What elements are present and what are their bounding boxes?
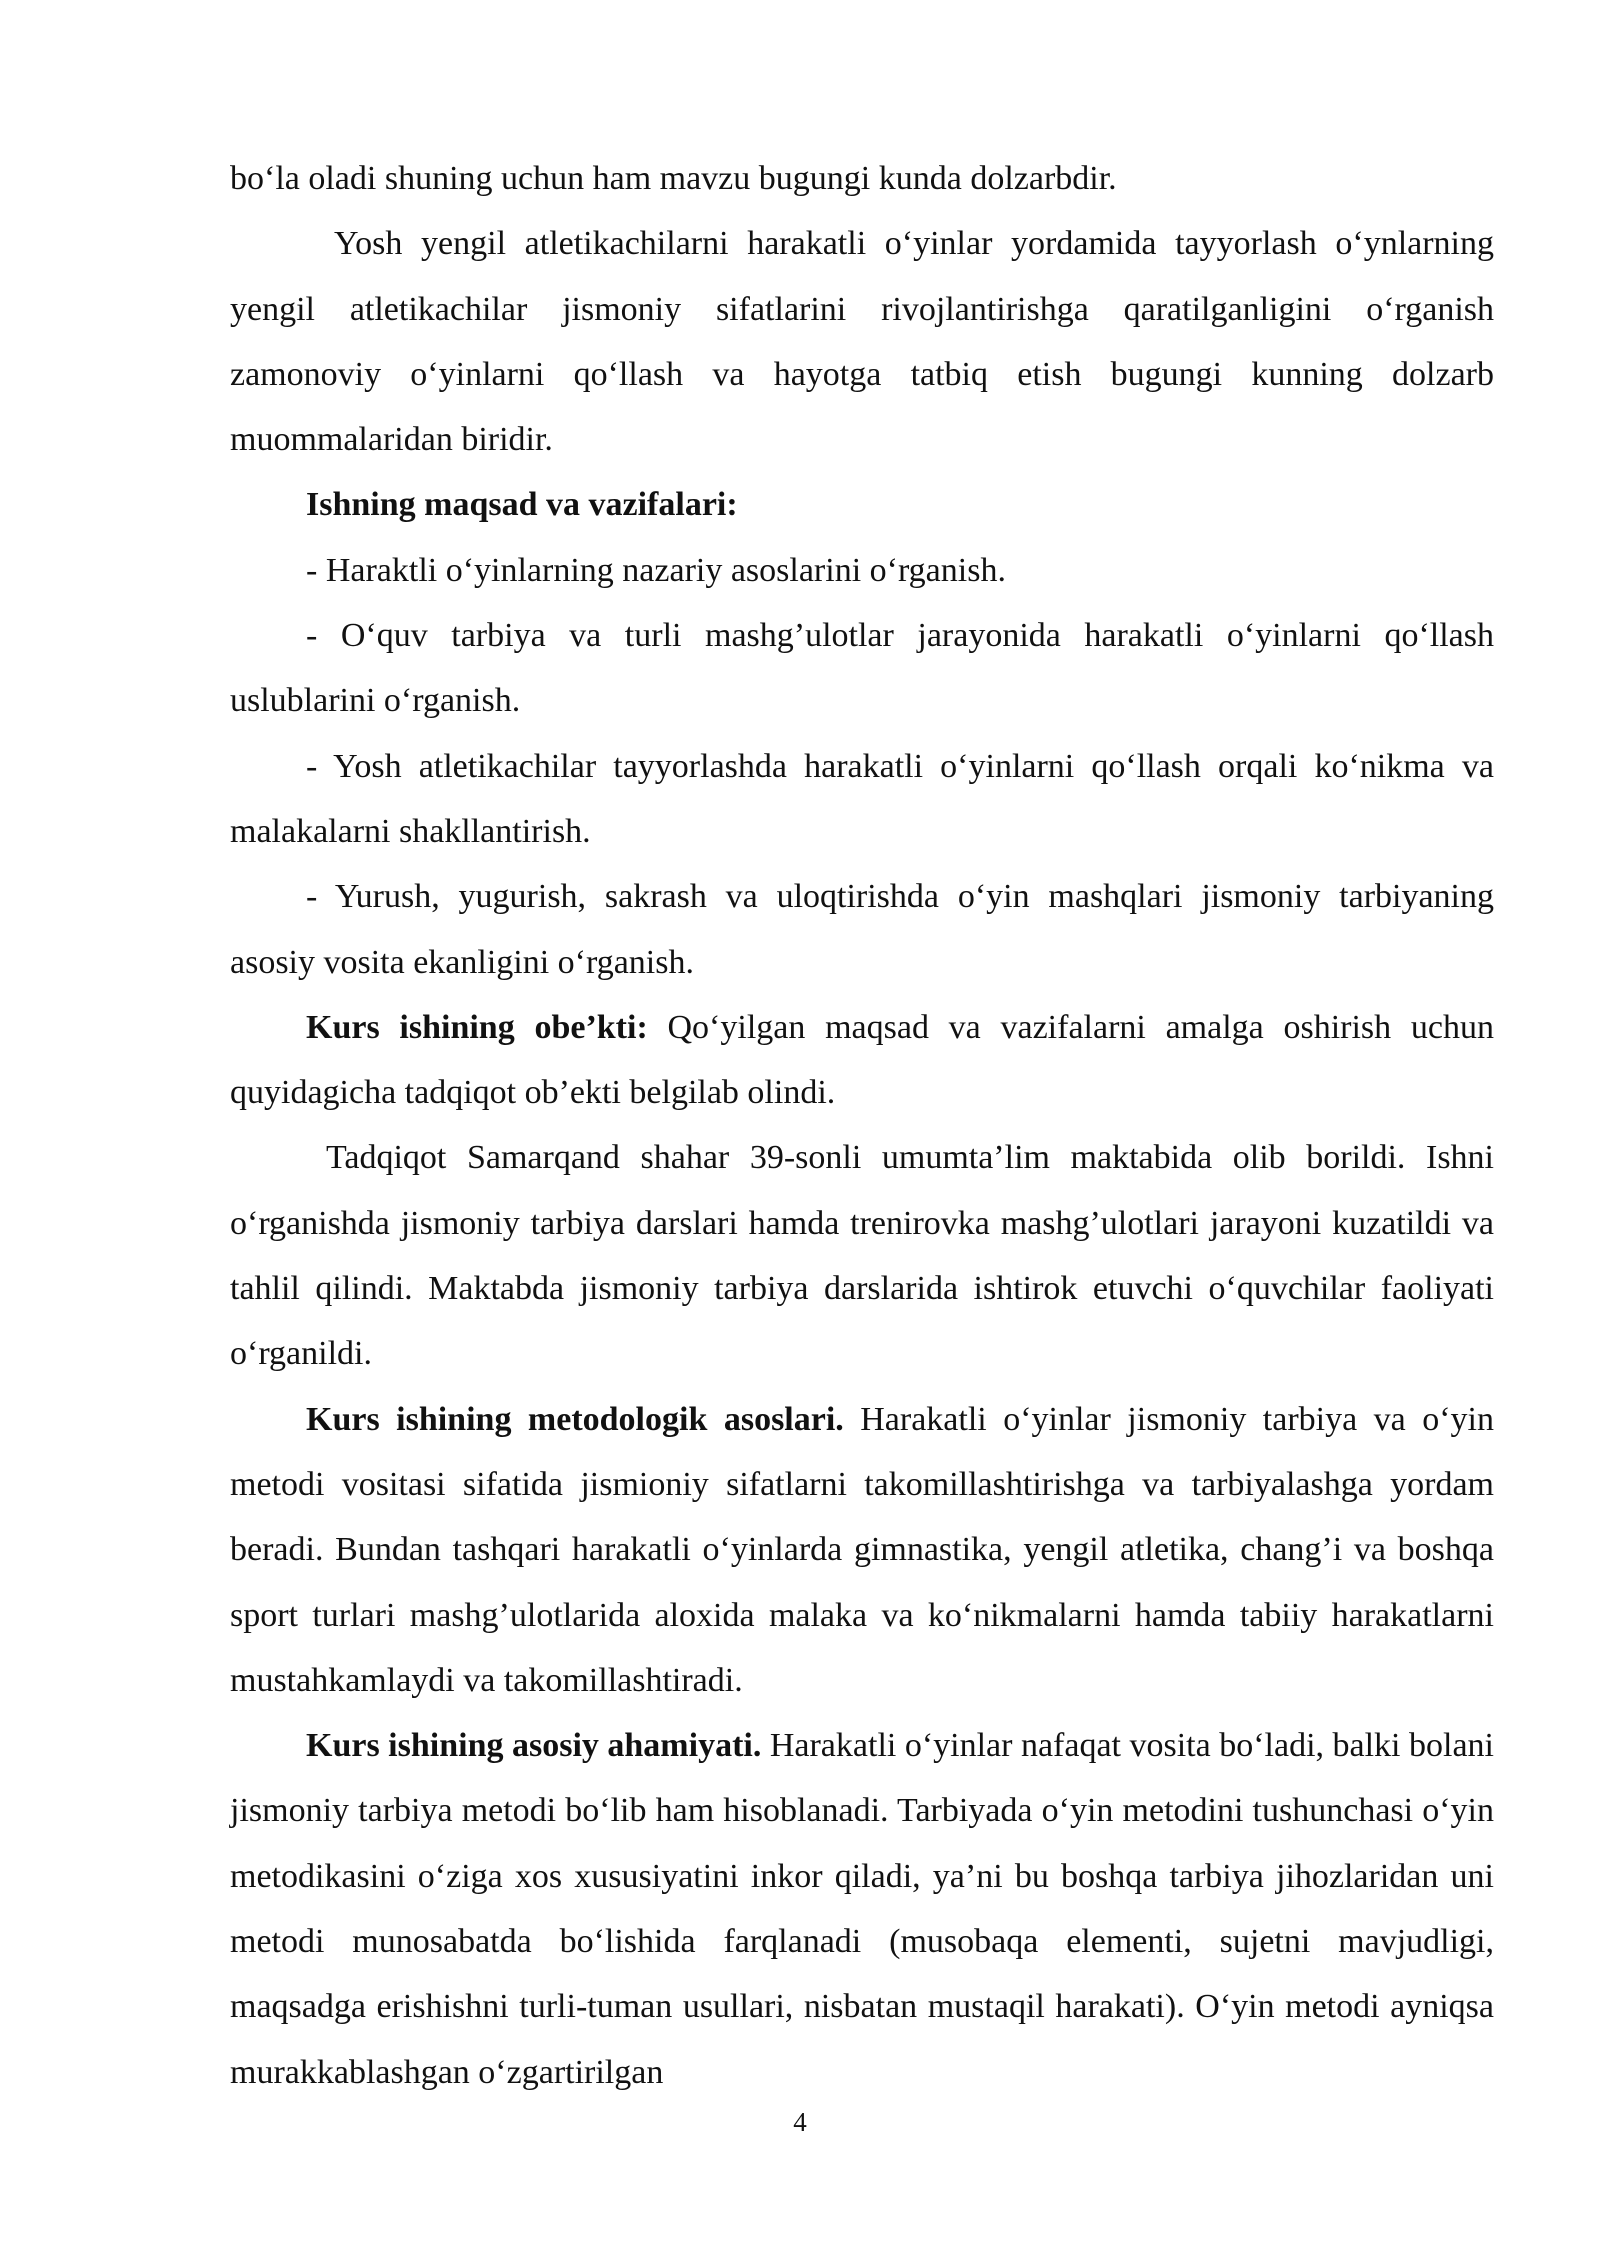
paragraph-methodology [230,1387,1494,1713]
object-label: Kurs ishining obe’kti: [306,1008,648,1046]
document-body [230,146,1494,2105]
goal-item-3: - Yosh atletikachilar tayyorlashda harakatli o‘yinlarni qo‘llash orqali ko‘nikma va malakalarni shakllantirish. [230,747,1494,850]
methodology-text: Harakatli o‘yinlar jismoniy tarbiya va o‘yin metodi vositasi sifatida jismioniy sifatlarni takomillashtirishga va tarbiyalashga yordam beradi. Bundan tashqari harakatli o‘yinlarda gimnastika, yengil atletika, chang’i va boshqa sport turlari mashg’ulotlarida aloxida malaka va ko‘nikmalarni hamda tabiiy harakatlarni mustahkamlaydi va takomillashtiradi. [230,1400,1494,1699]
importance-label: Kurs ishining asosiy ahamiyati. [306,1727,762,1765]
goal-item-1: - Haraktli o‘yinlarning nazariy asoslarini o‘rganish. [306,551,1006,589]
paragraph-relevance: Yosh yengil atletikachilarni harakatli o‘yinlar yordamida tayyorlash o‘ynlarning yengil atletikachilar jismoniy sifatlarini rivojlantirishga qaratilganligini o‘rganish zamonoviy o‘yinlarni qo‘llash va hayotga tatbiq etish bugungi kunning dolzarb muommalaridan biridir. [230,225,1494,459]
goal-item-4: - Yurush, yugurish, sakrash va uloqtirishda o‘yin mashqlari jismoniy tarbiyaning asosiy vosita ekanligini o‘rganish. [230,878,1494,981]
page-number: 4 [793,2107,807,2137]
paragraph-object [230,995,1494,1126]
goal-item-2: - O‘quv tarbiya va turli mashg’ulotlar jarayonida harakatli o‘yinlarni qo‘llash uslublarini o‘rganish. [230,617,1494,720]
methodology-label: Kurs ishining metodologik asoslari. [306,1400,844,1438]
paragraph-research: Tadqiqot Samarqand shahar 39-sonli umumta’lim maktabida olib borildi. Ishni o‘rganishda jismoniy tarbiya darslari hamda trenirovka mashg’ulotlari jarayoni kuzatildi va tahlil qilindi. Maktabda jismoniy tarbiya darslarida ishtirok etuvchi o‘quvchilar faoliyati o‘rganildi. [230,1139,1494,1373]
paragraph-importance [230,1713,1494,2105]
goals-heading: Ishning maqsad va vazifalari: [306,486,738,524]
importance-text: Harakatli o‘yinlar nafaqat vosita bo‘ladi, balki bolani jismoniy tarbiya metodi bo‘lib ham hisoblanadi. Tarbiyada o‘yin metodini tushunchasi o‘yin metodikasini o‘ziga xos xususiyatini inkor qiladi, ya’ni bu boshqa tarbiya jihozlaridan uni metodi munosabatda bo‘lishida farqlanadi (musobaqa elementi, sujetni mavjudligi, maqsadga erishishni turli-tuman usullari, nisbatan mustaqil harakati). O‘yin metodi ayniqsa murakkablashgan o‘zgartirilgan [230,1727,1494,2091]
object-text: Qo‘yilgan maqsad va vazifalarni amalga oshirish uchun quyidagicha tadqiqot ob’ekti belgilab olindi. [230,1008,1494,1112]
paragraph-intro-end: bo‘la oladi shuning uchun ham mavzu bugungi kunda dolzarbdir. [230,160,1117,197]
